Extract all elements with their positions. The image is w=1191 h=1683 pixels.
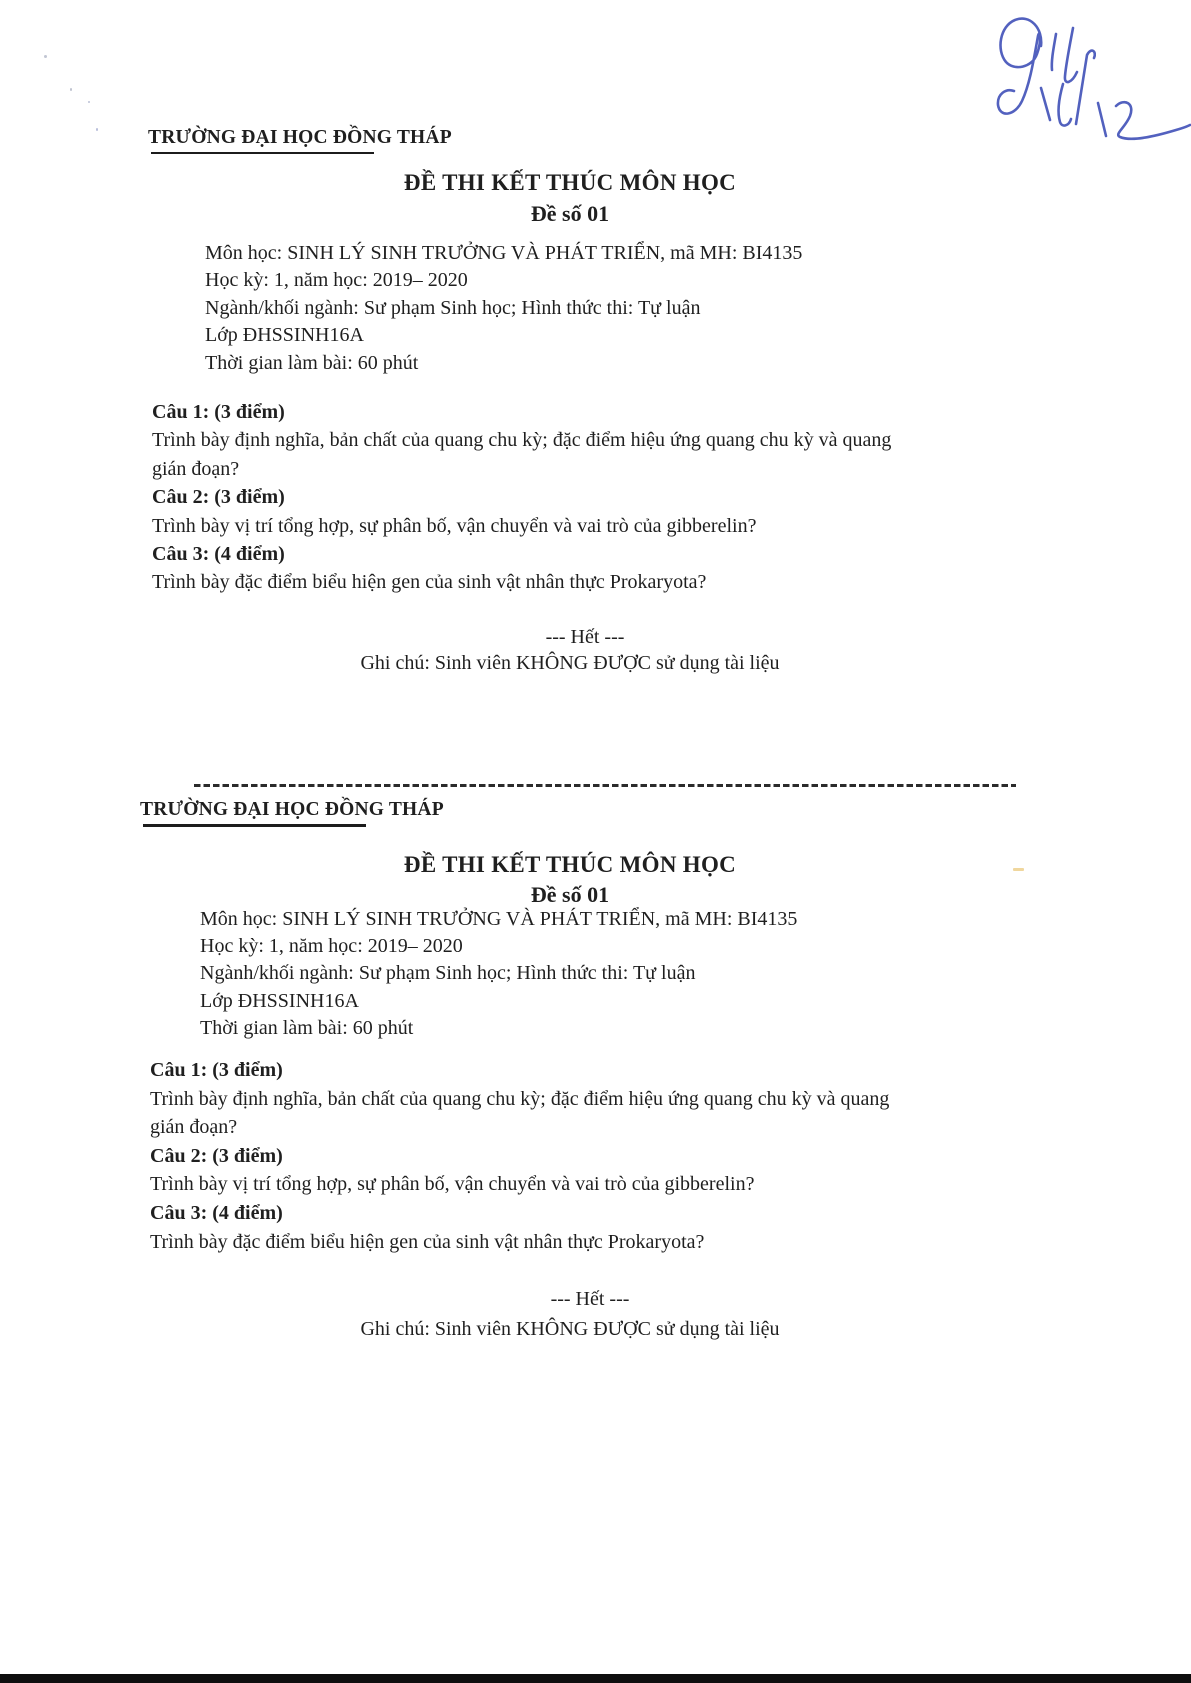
- question-2-heading: Câu 2: (3 điểm): [150, 1144, 283, 1167]
- question-1-text: gián đoạn?: [152, 457, 240, 480]
- end-marker: --- Hết ---: [545, 626, 625, 648]
- exam-info-block: [200, 906, 797, 1042]
- question-1-heading: Câu 1: (3 điểm): [150, 1059, 283, 1081]
- question-3-heading: Câu 3: (4 điểm): [150, 1201, 283, 1224]
- scan-speck: [88, 101, 90, 103]
- school-name: TRƯỜNG ĐẠI HỌC ĐỒNG THÁP: [148, 127, 452, 148]
- exam-note: Ghi chú: Sinh viên KHÔNG ĐƯỢC sử dụng tài liệu: [360, 1318, 780, 1340]
- handwriting-ink-strokes: [998, 19, 1190, 139]
- school-name-underline: [151, 152, 374, 154]
- question-3-text: Trình bày đặc điểm biểu hiện gen của sinh vật nhân thực Prokaryota?: [150, 1230, 705, 1253]
- exam-info-block: [205, 240, 802, 377]
- info-duration: Thời gian làm bài: 60 phút: [200, 1016, 414, 1039]
- exam-note: Ghi chú: Sinh viên KHÔNG ĐƯỢC sử dụng tài liệu: [360, 652, 780, 674]
- info-subject: Môn học: SINH LÝ SINH TRƯỞNG VÀ PHÁT TRIỂN, mã MH: BI4135: [205, 242, 803, 264]
- scan-edge-bar: [0, 1674, 1191, 1683]
- question-1-heading: Câu 1: (3 điểm): [152, 401, 285, 423]
- end-marker: --- Hết ---: [550, 1288, 630, 1310]
- question-1-text: Trình bày định nghĩa, bản chất của quang chu kỳ; đặc điểm hiệu ứng quang chu kỳ và quang: [150, 1087, 890, 1110]
- handwritten-grade-annotation: [898, 6, 1191, 151]
- school-name-underline: [143, 824, 366, 827]
- info-major: Ngành/khối ngành: Sư phạm Sinh học; Hình thức thi: Tự luận: [200, 962, 696, 985]
- info-duration: Thời gian làm bài: 60 phút: [205, 351, 419, 374]
- scan-speck: [70, 88, 72, 91]
- exam-number: Đề số 01: [530, 201, 610, 226]
- school-name: TRƯỜNG ĐẠI HỌC ĐỒNG THÁP: [140, 799, 444, 820]
- question-2-heading: Câu 2: (3 điểm): [152, 486, 285, 509]
- dashed-cut-divider: [194, 784, 1016, 787]
- info-semester: Học kỳ: 1, năm học: 2019– 2020: [205, 269, 468, 292]
- question-2-text: Trình bày vị trí tổng hợp, sự phân bố, vận chuyển và vai trò của gibberelin?: [152, 514, 757, 537]
- questions-block: [152, 398, 891, 597]
- info-class: Lớp ĐHSSINH16A: [205, 324, 364, 347]
- info-class: Lớp ĐHSSINH16A: [200, 989, 359, 1012]
- question-1-text: gián đoạn?: [150, 1116, 238, 1139]
- question-1-text: Trình bày định nghĩa, bản chất của quang chu kỳ; đặc điểm hiệu ứng quang chu kỳ và quang: [152, 429, 892, 452]
- questions-block: [150, 1056, 889, 1256]
- question-3-heading: Câu 3: (4 điểm): [152, 543, 285, 566]
- scan-speck: [44, 55, 47, 58]
- question-3-text: Trình bày đặc điểm biểu hiện gen của sinh vật nhân thực Prokaryota?: [152, 571, 707, 594]
- scan-speck: [96, 128, 98, 131]
- exam-number: Đề số 01: [530, 882, 610, 907]
- info-subject: Môn học: SINH LÝ SINH TRƯỞNG VÀ PHÁT TRIỂN, mã MH: BI4135: [200, 908, 798, 930]
- question-2-text: Trình bày vị trí tổng hợp, sự phân bố, vận chuyển và vai trò của gibberelin?: [150, 1173, 755, 1196]
- info-major: Ngành/khối ngành: Sư phạm Sinh học; Hình thức thi: Tự luận: [205, 296, 701, 319]
- exam-title: ĐỀ THI KẾT THÚC MÔN HỌC: [403, 170, 737, 195]
- exam-title: ĐỀ THI KẾT THÚC MÔN HỌC: [403, 852, 737, 877]
- info-semester: Học kỳ: 1, năm học: 2019– 2020: [200, 935, 463, 958]
